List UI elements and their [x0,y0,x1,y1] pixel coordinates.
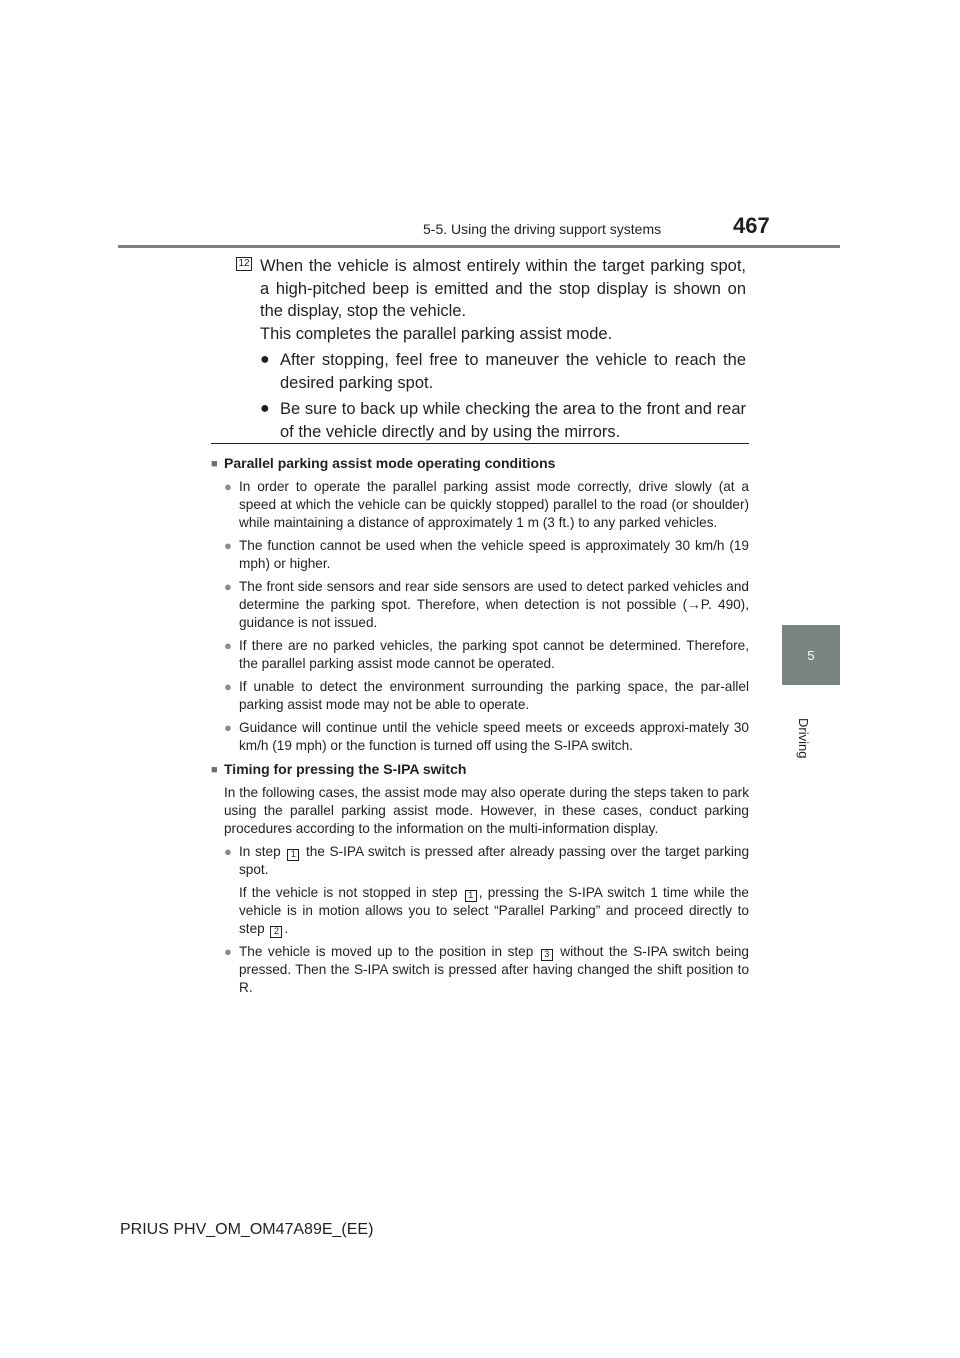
header-rule [118,245,840,248]
step-marker-12: 12 [236,257,252,271]
list-item: ● The vehicle is moved up to the position in step 3 without the S-IPA switch being pressed. Then the S-IPA switch is pressed after having changed the shift position to R. [224,944,749,995]
page-number: 467 [733,213,770,238]
bullet-dot-icon: ● [224,479,232,494]
footer-doc-id: PRIUS PHV_OM_OM47A89E_(EE) [120,1221,374,1238]
bullet-dot-icon: ● [224,579,232,594]
bullet-dot-icon: ● [260,400,270,417]
list-item: ● If there are no parked vehicles, the parking spot cannot be determined. Therefore, the parallel parking assist mode cannot be operated. [224,638,749,671]
step-12-text: When the vehicle is almost entirely within the target parking spot, a high-pitched beep is emitted and the stop display is shown on the display, stop the vehicle. [260,257,746,320]
bullet-dot-icon: ● [224,844,232,859]
list-item: ● The front side sensors and rear side sensors are used to detect parked vehicles and determine the parking spot. Therefore, when detection is not possible (→P. 490), guidance is not issued. [224,579,749,630]
section-divider [211,443,749,444]
step-12-block [260,255,746,443]
section-intro: In the following cases, the assist mode may also operate during the steps taken to park using the parallel parking assist mode. However, in these cases, conduct parking procedures according to the information on the multi-information display. [224,785,749,836]
chapter-number: 5 [807,647,815,663]
list-item: ● Guidance will continue until the vehicle speed meets or exceeds approxi-mately 30 km/h (19 mph) or the function is turned off using the S-IPA switch. [224,720,749,753]
section-heading: ■ Parallel parking assist mode operating conditions [211,455,556,471]
step-marker-3: 3 [541,949,553,961]
header-section-title: 5-5. Using the driving support systems [423,221,662,237]
notes-section [211,454,749,1002]
step-marker-1: 1 [287,849,299,861]
chapter-label: Driving [796,718,811,759]
sub-paragraph: If the vehicle is not stopped in step 1 , pressing the S-IPA switch 1 time while the vehicle is in motion allows you to select “Parallel Parking” and proceed directly to step 2 . [239,885,749,936]
bullet-dot-icon: ● [260,351,270,368]
list-item: ● In step 1 the S-IPA switch is pressed after already passing over the target parking spot. [224,844,750,877]
step-12-bullet: ● After stopping, feel free to maneuver the vehicle to reach the desired parking spot. [260,349,746,394]
bullet-dot-icon: ● [224,538,232,553]
section-heading: ■ Timing for pressing the S-IPA switch [211,761,467,777]
square-bullet-icon: ■ [211,764,218,776]
bullet-dot-icon: ● [224,720,232,735]
square-bullet-icon: ■ [211,458,218,470]
bullet-dot-icon: ● [224,679,232,694]
list-item: ● If unable to detect the environment surrounding the parking space, the par-allel parking assist mode may not be able to operate. [224,679,749,712]
step-12-bullet: ● Be sure to back up while checking the area to the front and rear of the vehicle directly and by using the mirrors. [260,398,746,443]
chapter-tab [782,625,840,685]
list-item: ● In order to operate the parallel parking assist mode correctly, drive slowly (at a speed at which the vehicle can be quickly stopped) parallel to the road (or shoulder) while maintaining a distance of approximately 1 m (3 ft.) to any parked vehicles. [224,479,749,530]
step-marker-2: 2 [270,926,282,938]
bullet-dot-icon: ● [224,944,232,959]
bullet-dot-icon: ● [224,638,232,653]
step-12-text-2: This completes the parallel parking assist mode. [260,324,613,343]
step-marker-1: 1 [465,890,477,902]
list-item: ● The function cannot be used when the vehicle speed is approximately 30 km/h (19 mph) or higher. [224,538,749,571]
